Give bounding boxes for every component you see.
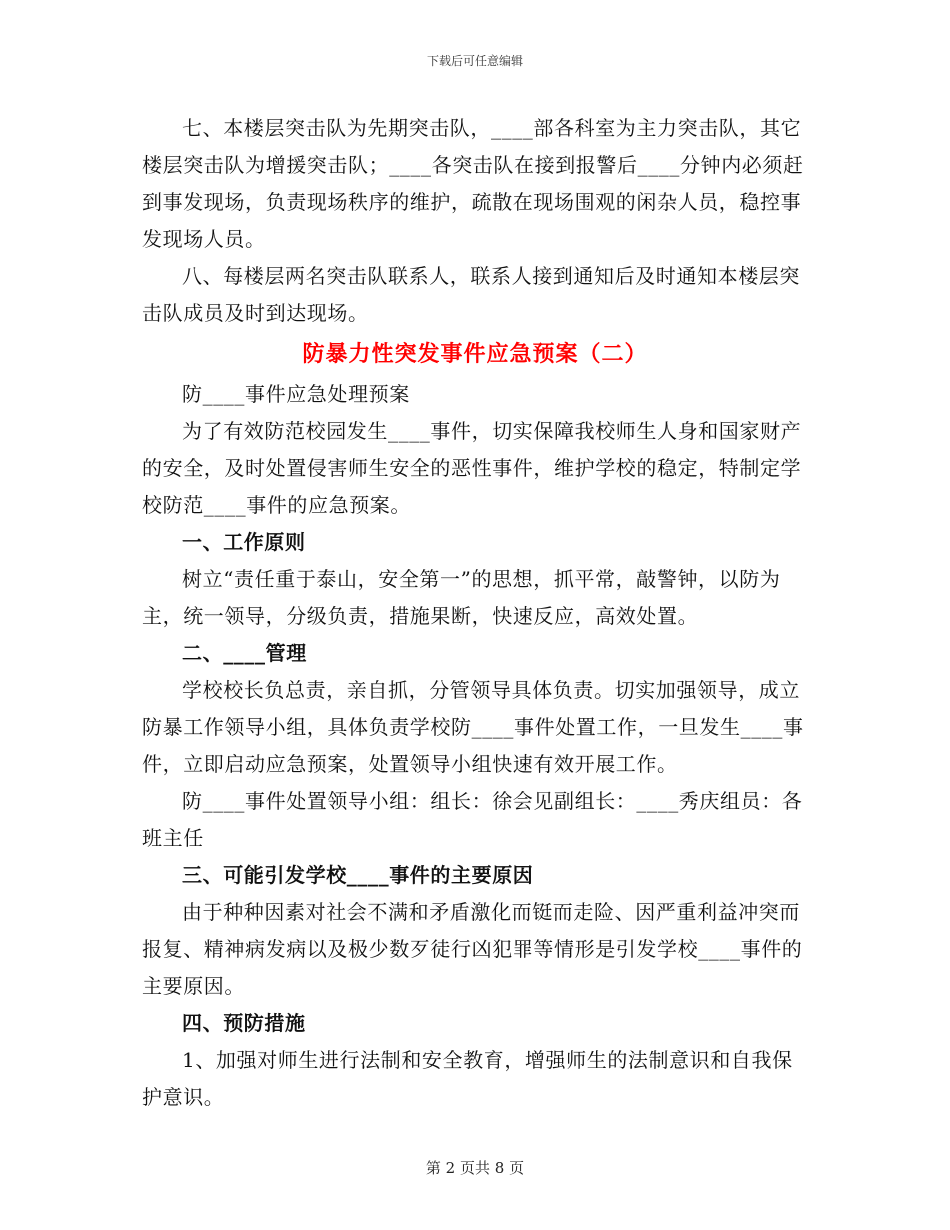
prevention-item-1: 1、加强对师生进行法制和安全教育，增强师生的法制意识和自我保护意识。 [142, 1048, 793, 1109]
section-title: 防暴力性突发事件应急预案（二） [302, 341, 648, 367]
management-paragraph: 学校校长负总责，亲自抓，分管领导具体负责。切实加强领导，成立防暴工作领导小组，具体负责学校防____事件处置工作，一旦发生____事件，立即启动应急预案，处置领导小组快速有效开展工作。 [142, 678, 804, 776]
heading-prevention: 四、预防措施 [182, 1011, 306, 1035]
heading-causes: 三、可能引发学校____事件的主要原因 [182, 863, 534, 887]
paragraph-eight: 八、每楼层两名突击队联系人，联系人接到通知后及时通知本楼层突击队成员及时到达现场。 [142, 264, 800, 325]
intro-paragraph: 为了有效防范校园发生____事件，切实保障我校师生人身和国家财产的安全，及时处置侵害师生安全的恶性事件，维护学校的稳定，特制定学校防范____事件的应急预案。 [142, 419, 802, 517]
plan-subtitle: 防____事件应急处理预案 [182, 382, 410, 406]
leadership-group-paragraph: 防____事件处置领导小组：组长：徐会见副组长：____秀庆组员：各班主任 [142, 789, 803, 850]
paragraph-seven: 七、本楼层突击队为先期突击队，____部各科室为主力突击队，其它楼层突击队为增援突击队；____各突击队在接到报警后____分钟内必须赶到事发现场，负责现场秩序的维护，疏散在现场围观的闲杂人员，稳控事发现场人员。 [142, 116, 804, 251]
document-body [142, 110, 808, 1116]
page-footer: 第 2 页共 8 页 [425, 1159, 525, 1177]
heading-principles: 一、工作原则 [182, 530, 306, 554]
causes-paragraph: 由于种种因素对社会不满和矛盾激化而铤而走险、因严重利益冲突而报复、精神病发病以及极少数歹徒行凶犯罪等情形是引发学校____事件的主要原因。 [142, 900, 803, 998]
page-header: 下载后可任意编辑 [426, 54, 523, 68]
principles-paragraph: 树立“责任重于泰山，安全第一”的思想，抓平常，敲警钟，以防为主，统一领导，分级负责，措施果断，快速反应，高效处置。 [142, 567, 781, 628]
heading-management: 二、____管理 [182, 641, 307, 665]
